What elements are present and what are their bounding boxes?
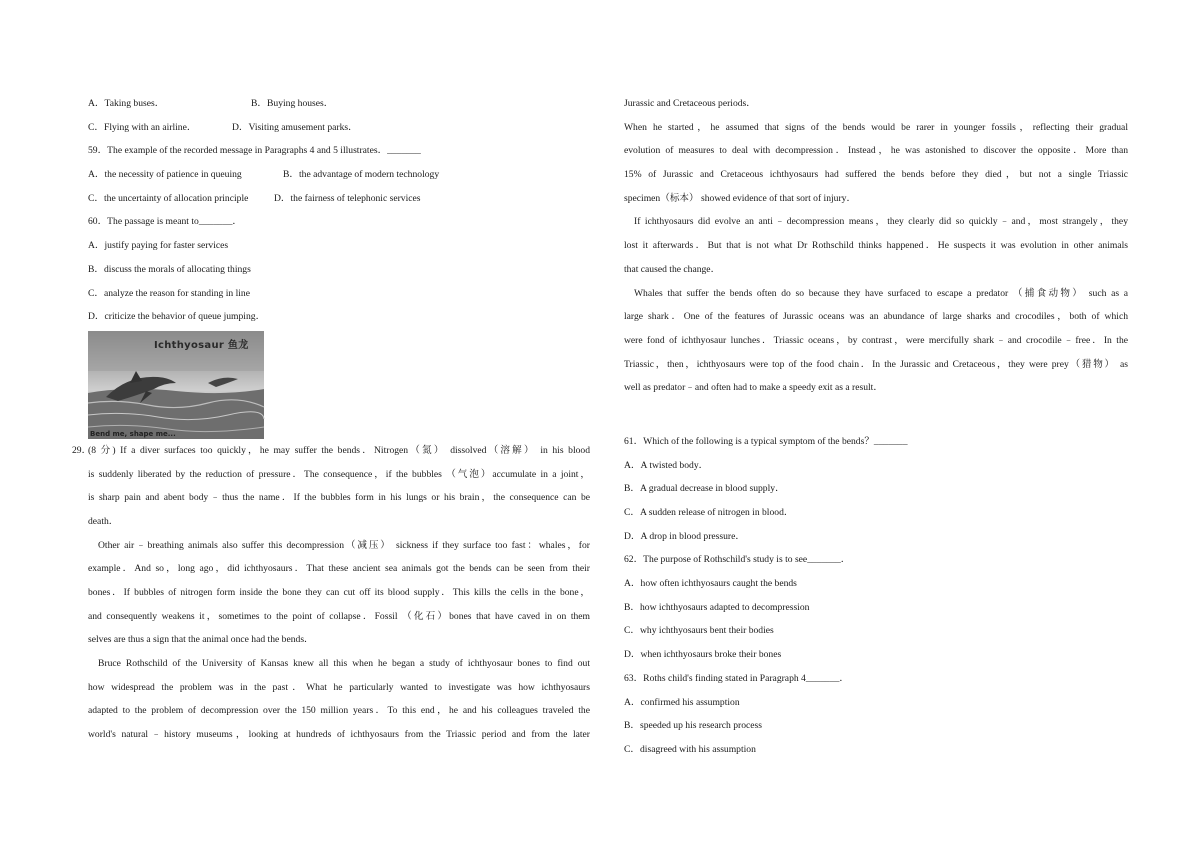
- q58-options-row-1: [88, 92, 590, 116]
- left-column: [72, 92, 590, 747]
- option-c: C．A sudden release of nitrogen in blood．: [624, 507, 794, 518]
- option-a: A．A twisted body．: [624, 459, 709, 471]
- question-61-stem: 61．Which of the following is a typical symptom of the bends？_______: [624, 435, 908, 447]
- passage-line: and consequently weakens it，sometimes to the point of collapse．Fossil （化石）bones that have caved in on them: [88, 610, 590, 622]
- option-d: D．criticize the behavior of queue jumping．: [88, 311, 266, 323]
- option-a: A．justify paying for faster services: [88, 240, 229, 252]
- question-59-stem: 59．The example of the recorded message in Paragraphs 4 and 5 illustrates．_______: [88, 145, 421, 157]
- option-c: C．disagreed with his assumption: [624, 743, 756, 755]
- passage-line: death．: [88, 515, 119, 527]
- image-title: Ichthyosaur 鱼龙: [154, 339, 249, 351]
- passage-29: [72, 439, 590, 747]
- passage-line: is sharp pain and abent body﹣thus the name．If the bubbles form in his lungs or his brain，the consequence can be: [88, 492, 590, 504]
- option-c: C．Flying with an airline．: [88, 121, 197, 133]
- passage-line: large shark．One of the features of Jurassic oceans was an abundance of large sharks and crocodiles，both of which: [624, 311, 1128, 323]
- option-a: A．the necessity of patience in queuing: [88, 169, 242, 181]
- option-d: D．the fairness of telephonic services: [274, 192, 421, 204]
- option-a: A．confirmed his assumption: [624, 696, 740, 708]
- question-63-stem: 63．Roths child's finding stated in Paragraph 4_______．: [624, 672, 850, 684]
- option-b: B．the advantage of modern technology: [283, 169, 440, 181]
- option-b: B．A gradual decrease in blood supply．: [624, 483, 785, 495]
- option-c: C．the uncertainty of allocation principle: [88, 192, 249, 204]
- question-29-number: 29．: [72, 444, 92, 456]
- option-a: A．how often ichthyosaurs caught the bends: [624, 578, 797, 590]
- passage-line: Triassic，then，ichthyosaurs were top of the food chain．In the Jurassic and Cretaceous，they were prey（猎物） as: [624, 358, 1128, 370]
- passage-line: If ichthyosaurs did evolve an anti﹣decompression means，they clearly did so quickly﹣and，most strangely，they: [634, 216, 1128, 228]
- option-d: D．when ichthyosaurs broke their bones: [624, 649, 782, 661]
- passage-line: that caused the change．: [624, 263, 721, 275]
- q58-options-row-2: [88, 116, 590, 140]
- spacer: [624, 400, 1128, 430]
- passage-line: evolution of measures to deal with decompression．Instead，he was astonished to discover the opposite．More than: [624, 145, 1128, 157]
- passage-line: Other air﹣breathing animals also suffer this decompression（减压） sickness if they surface too fast：whales，for: [98, 539, 590, 551]
- passage-line: world's natural﹣history museums，looking at hundreds of ichthyosaurs from the Triassic period and from the later: [88, 729, 590, 741]
- option-b: B．discuss the morals of allocating things: [88, 263, 251, 275]
- passage-line: Bruce Rothschild of the University of Kansas knew all this when he began a study of ichthyosaur bones to find out: [98, 658, 590, 670]
- passage-line: specimen（标本） showed evidence of that sort of injury．: [624, 192, 857, 204]
- passage-line: When he started，he assumed that signs of the bends would be rarer in younger fossils，reflecting their gradual: [624, 121, 1128, 133]
- option-d: D．A drop in blood pressure．: [624, 530, 745, 542]
- passage-line: were fond of ichthyosaur lunches．Triassic oceans，by contrast，were mercifully shark﹣and crocodile﹣free．In the: [624, 334, 1128, 346]
- right-column: [624, 92, 1128, 762]
- passage-line: 29． (8 分) If a diver surfaces too quickly，he may suffer the bends．Nitrogen（氮） dissolved（溶解） in his blood: [88, 439, 590, 463]
- q59-options-row-1: [88, 163, 590, 187]
- image-caption: Bend me, shape me...: [90, 429, 176, 438]
- option-b: B．Buying houses．: [251, 98, 334, 109]
- passage-line: selves are thus a sign that the animal once had the bends．: [88, 634, 314, 646]
- question-60-stem: 60．The passage is meant to_______．: [88, 216, 243, 228]
- passage-line: Whales that suffer the bends often do so because they have surfaced to escape a predator （捕食动物） such as a: [634, 287, 1128, 299]
- option-b: B．speeded up his research process: [624, 720, 762, 732]
- passage-line: is suddenly liberated by the reduction of pressure．The consequence，if the bubbles （气泡）accumulate in a joint，: [88, 468, 590, 480]
- option-d: D．Visiting amusement parks．: [232, 121, 358, 133]
- passage-line: example．And so，long ago，did ichthyosaurs．That these ancient sea animals got the bends can be seen from their: [88, 563, 590, 575]
- passage-line: Jurassic and Cretaceous periods．: [624, 98, 756, 109]
- option-a: A．Taking buses．: [88, 98, 165, 109]
- q59-options-row-2: [88, 187, 590, 211]
- option-c: C．why ichthyosaurs bent their bodies: [624, 625, 774, 637]
- ichthyosaur-image: [88, 331, 264, 439]
- question-62-stem: 62．The purpose of Rothschild's study is to see_______．: [624, 554, 851, 566]
- passage-line: lost it afterwards．But that is not what Dr Rothschild thinks happened．He suspects it was evolution in other animals: [624, 240, 1128, 252]
- option-b: B．how ichthyosaurs adapted to decompression: [624, 601, 810, 613]
- passage-line: how widespread the problem was in the past．What he particularly wanted to investigate was how ichthyosaurs: [88, 681, 590, 693]
- option-c: C．analyze the reason for standing in line: [88, 287, 250, 299]
- passage-line: 15% of Jurassic and Cretaceous ichthyosaurs had suffered the bends before they died，but not a single Triassic: [624, 169, 1128, 181]
- passage-line: adapted to the problem of decompression over the 150 million years．To this end，he and his colleagues traveled the: [88, 705, 590, 717]
- passage-line: well as predator﹣and often had to make a speedy exit as a result．: [624, 382, 883, 394]
- passage-line: bones．If bubbles of nitrogen form inside the bone they can cut off its blood supply．This kills the cells in the bone，: [88, 587, 590, 598]
